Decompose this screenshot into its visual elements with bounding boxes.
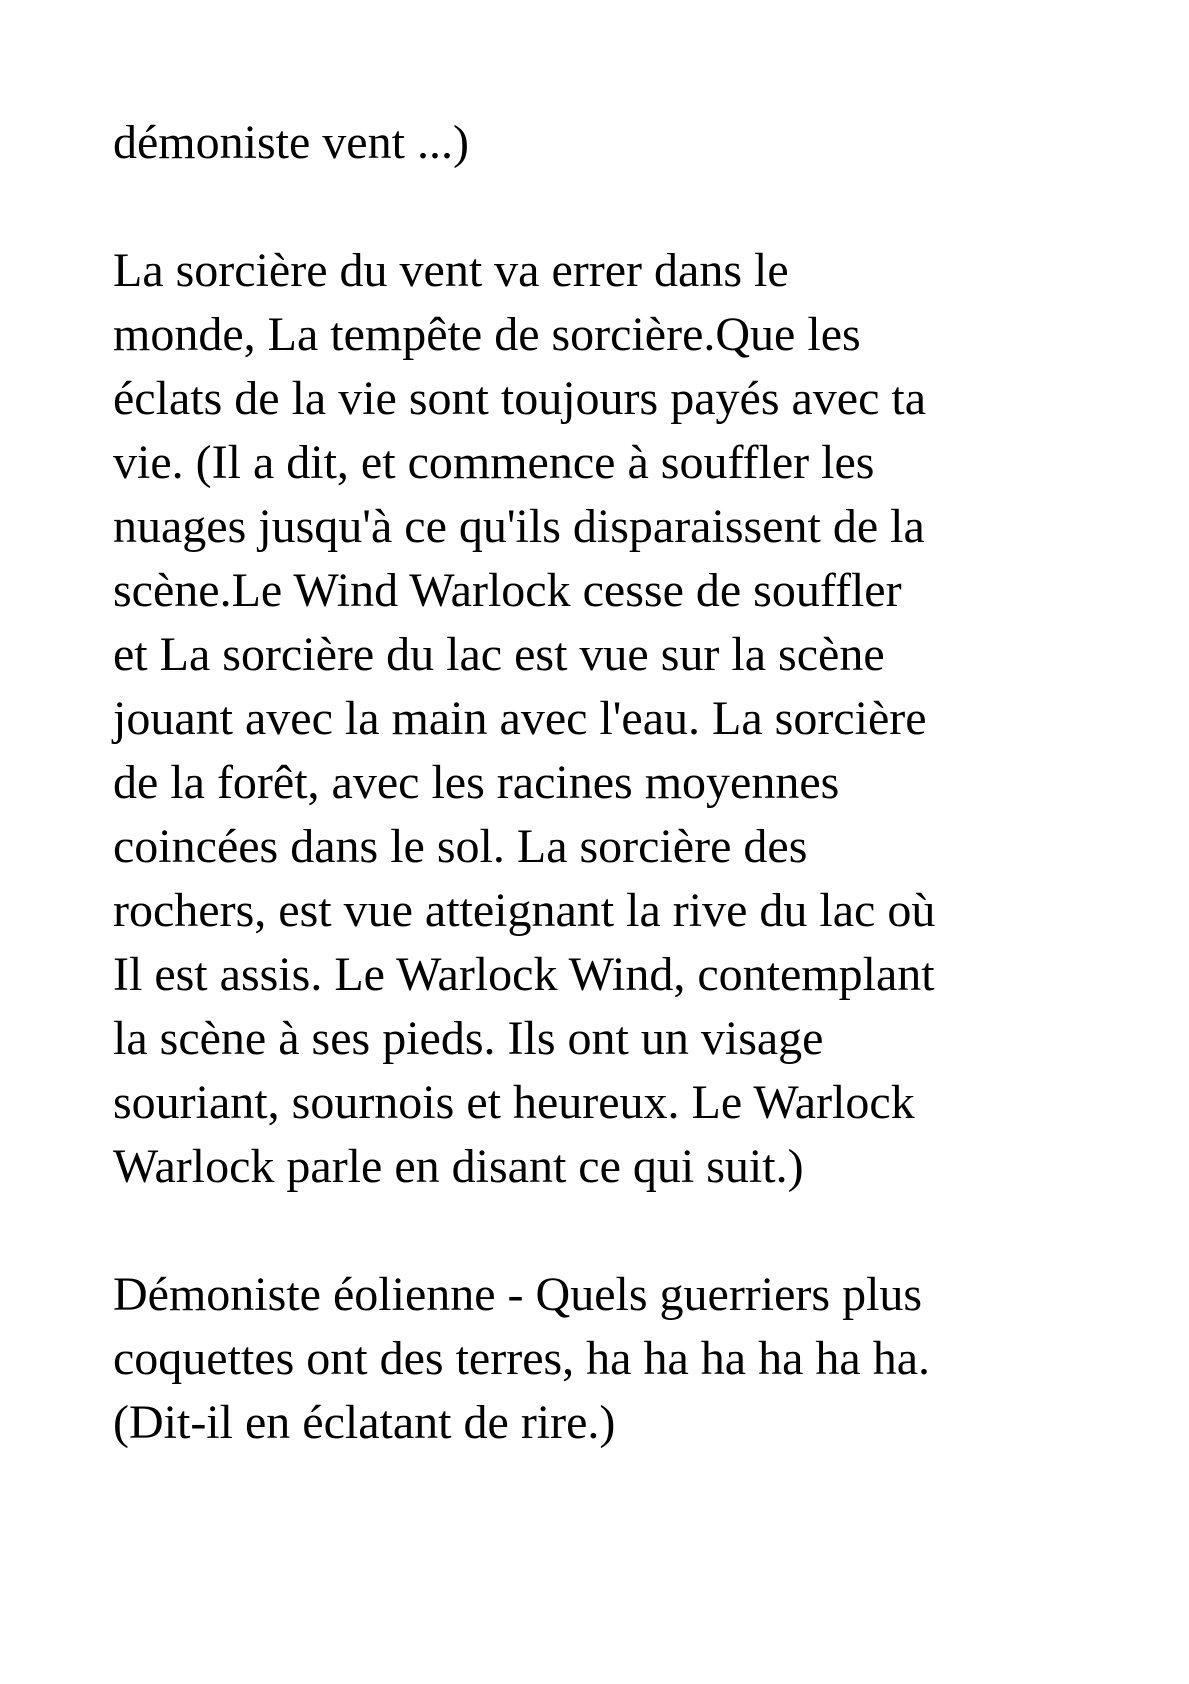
text-line: monde, La tempête de sorcière.Que les [113, 308, 861, 361]
paragraph-stage-note-intro [113, 111, 1149, 175]
text-line: souriant, sournois et heureux. Le Warlock [113, 1076, 915, 1129]
paragraph-dialogue [113, 1263, 1149, 1455]
text-line: éclats de la vie sont toujours payés avec ta [113, 372, 927, 425]
text-line: Warlock parle en disant ce qui suit.) [113, 1140, 804, 1193]
text-line: nuages jusqu'à ce qu'ils disparaissent de la [113, 500, 925, 553]
text-line: vie. (Il a dit, et commence à souffler les [113, 436, 875, 489]
text-line: rochers, est vue atteignant la rive du lac où [113, 884, 936, 937]
text-line: démoniste vent ...) [113, 116, 469, 169]
text-line: de la forêt, avec les racines moyennes [113, 756, 840, 809]
text-line: (Dit-il en éclatant de rire.) [113, 1396, 616, 1449]
text-line: et La sorcière du lac est vue sur la scène [113, 628, 885, 681]
text-line: Démoniste éolienne - Quels guerriers plus [113, 1268, 923, 1321]
text-line: La sorcière du vent va errer dans le [113, 244, 789, 297]
text-line: jouant avec la main avec l'eau. La sorcière [113, 692, 927, 745]
text-line: coquettes ont des terres, ha ha ha ha ha ha. [113, 1332, 931, 1385]
text-line: coincées dans le sol. La sorcière des [113, 820, 808, 873]
paragraph-stage-directions [113, 239, 1149, 1199]
text-line: Il est assis. Le Warlock Wind, contemplant [113, 948, 935, 1001]
text-line: la scène à ses pieds. Ils ont un visage [113, 1012, 824, 1065]
text-line: scène.Le Wind Warlock cesse de souffler [113, 564, 902, 617]
